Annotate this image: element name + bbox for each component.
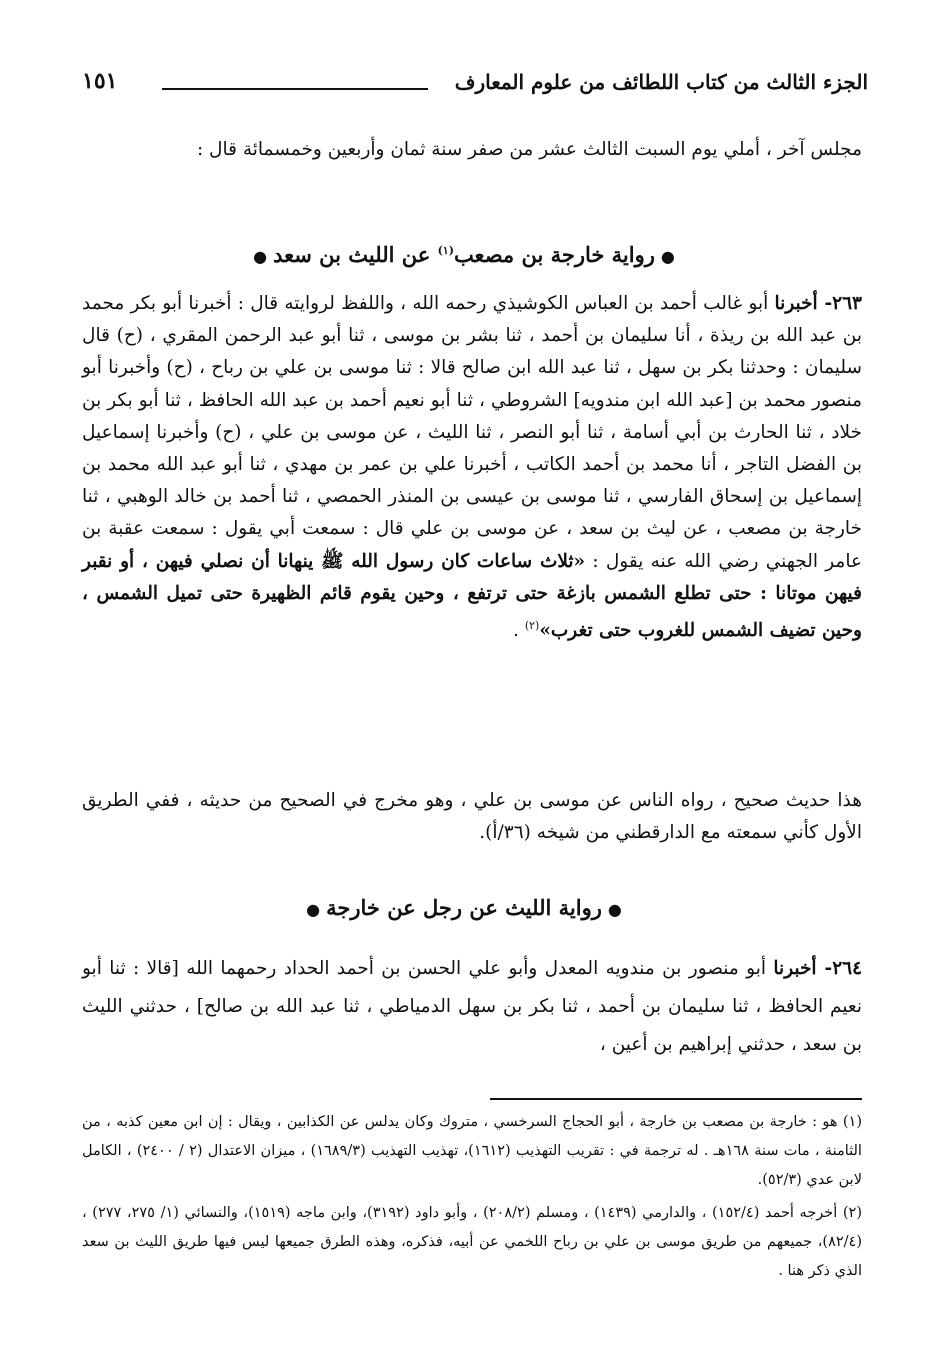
- running-header-title: الجزء الثالث من كتاب اللطائف من علوم المعارف: [454, 70, 868, 94]
- footnote-ref-2: (٢): [524, 619, 540, 633]
- hadith-matn: «ثلاث ساعات كان رسول الله ﷺ ينهانا أن نصلي فيهن ، أو نقبر فيهن موتانا : حتى تطلع الشمس بازغة حتى ترتفع ، وحين يقوم قائم الظهيرة حتى تميل الشمس ، وحين تضيف الشمس للغروب حتى تغرب»: [82, 550, 862, 642]
- footnote-2: (٢) أخرجه أحمد (١٥٢/٤) ، والدارمي (١٤٣٩) ، ومسلم (٢٠٨/٢) ، وأبو داود (٣١٩٢)، وابن ماجه (١٥١٩)، والنسائي (١/ ٢٧٥، ٢٧٧) ، (٨٢/٤)، جميعهم من طريق موسى بن علي بن رباح اللخمي عن أبيه، فذكره، وهذه الطرق جميعها ليس فيها طريق الليث بن سعد الذي ذكر هنا .: [82, 1205, 862, 1279]
- footnote-rule: [490, 1098, 862, 1100]
- bullet-icon: ●: [607, 900, 622, 919]
- hadith-263: [82, 288, 862, 647]
- running-header: [82, 64, 868, 104]
- bullet-icon: ●: [660, 247, 675, 266]
- section-heading-1-tail: عن الليث بن سعد: [273, 242, 431, 267]
- header-rule: [162, 88, 428, 90]
- footnotes: [82, 1108, 862, 1286]
- hadith-number: ٢٦٤: [832, 958, 863, 979]
- hadith-lead: - أخبرنا: [773, 958, 833, 979]
- hadith-isnad: أبو غالب أحمد بن العباس الكوشيذي رحمه الله ، واللفظ لروايته قال : أخبرنا أبو بكر محمد بن عبد الله بن ريذة ، أنا سليمان بن أحمد ، ثنا بشر بن موسى ، ثنا أبو عبد الرحمن المقري ، (ح) قال سليمان : وحدثنا بكر بن سهل ، ثنا عبد الله ابن صالح قالا : ثنا موسى بن علي بن رباح ، (ح) وأخبرنا أبو منصور محمد بن [عبد الله ابن مندويه] الشروطي ، ثنا أبو نعيم أحمد بن عبد الله الحافظ ، ثنا أبو بكر بن خلاد ، ثنا الحارث بن أبي أسامة ، ثنا أبو النصر ، ثنا الليث ، عن موسى بن علي ، (ح) وأخبرنا إسماعيل بن الفضل التاجر ، أنا محمد بن أحمد الكاتب ، أخبرنا علي بن عمر بن مهدي ، ثنا أبو عبد الله محمد بن إسماعيل بن إسحاق الفارسي ، ثنا موسى بن عيسى بن المنذر الحمصي ، ثنا أحمد بن خالد الوهبي ، ثنا خارجة بن مصعب ، عن ليث بن سعد ، عن موسى بن علي قال : سمعت أبي يقول : سمعت عقبة بن عامر الجهني رضي الله عنه يقول :: [82, 293, 863, 572]
- intro-paragraph: مجلس آخر ، أملي يوم السبت الثالث عشر من صفر سنة ثمان وأربعين وخمسمائة قال :: [196, 139, 862, 160]
- bullet-icon: ●: [306, 900, 321, 919]
- hadith-end: .: [513, 620, 519, 642]
- hadith-commentary: هذا حديث صحيح ، رواه الناس عن موسى بن علي ، وهو مخرج في الصحيح من حديثه ، ففي الطريق الأول كأني سمعته مع الدارقطني من شيخه (٣٦/أ).: [82, 790, 862, 843]
- section-heading-2-title: رواية الليث عن رجل عن خارجة: [326, 895, 602, 920]
- hadith-text: أبو منصور بن مندويه المعدل وأبو علي الحسن بن أحمد الحداد رحمهما الله [قالا : ثنا أبو نعيم الحافظ ، ثنا سليمان بن أحمد ، ثنا بكر بن سهل الدمياطي ، ثنا عبد الله بن صالح] ، حدثني الليث بن سعد ، حدثني إبراهيم بن أعين ،: [82, 958, 862, 1055]
- footnote-1: (١) هو : خارجة بن مصعب بن خارجة ، أبو الحجاج السرخسي ، متروك وكان يدلس عن الكذابين ، ويقال : إن ابن معين كذبه ، من الثامنة ، مات سنة ١٦٨هـ . له ترجمة في : تقريب التهذيب (١٦١٢)، تهذيب التهذيب (١٦٨٩/٣) ، ميزان الاعتدال (٢ / ٢٤٠٠) ، الكامل لابن عدي (٥٢/٣).: [82, 1114, 862, 1188]
- section-heading-1-main: رواية خارجة بن مصعب: [453, 242, 655, 267]
- footnote-ref-1: (١): [437, 244, 454, 257]
- section-heading-1: [0, 242, 928, 267]
- hadith-number: ٢٦٣: [832, 293, 862, 314]
- section-heading-2: [0, 895, 928, 920]
- hadith-lead: - أخبرنا: [774, 293, 833, 314]
- bullet-icon: ●: [253, 247, 268, 266]
- page-number: ١٥١: [82, 68, 118, 94]
- hadith-264: [82, 950, 862, 1064]
